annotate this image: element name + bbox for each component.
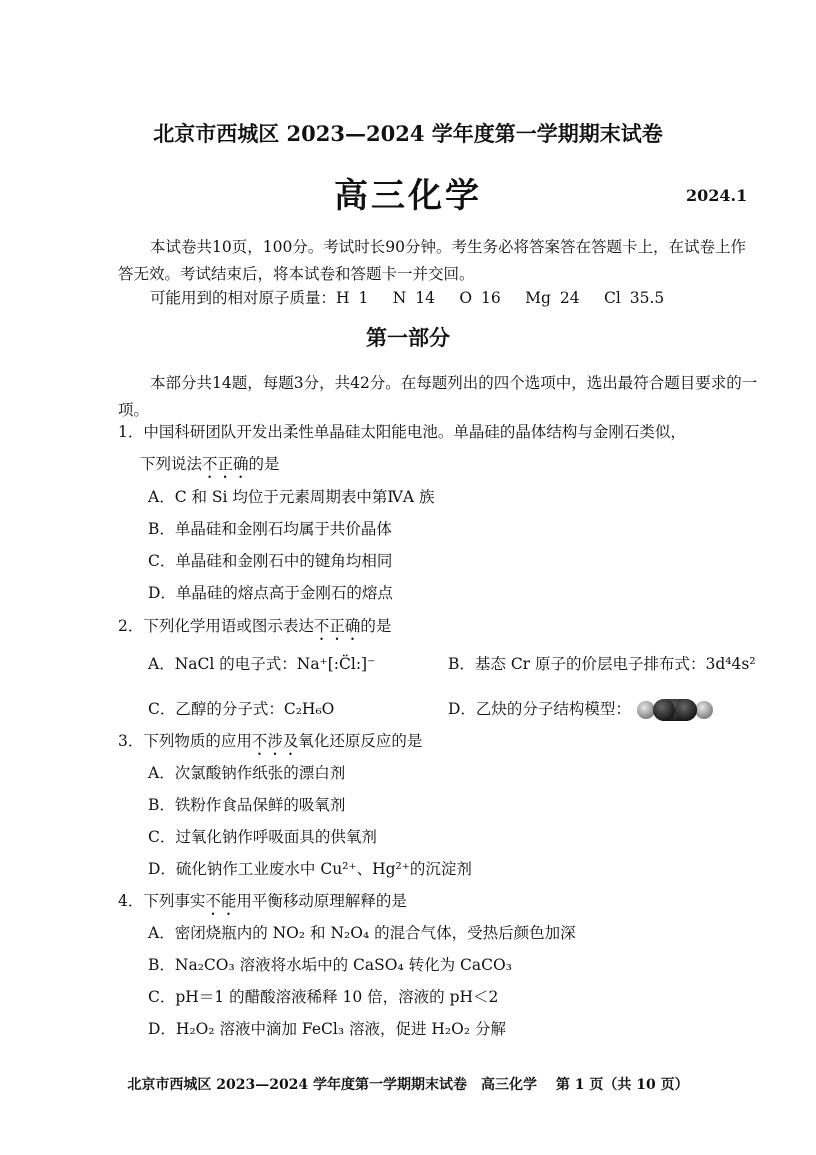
page-footer: 北京市西城区 2023—2024 学年度第一学期期末试卷 高三化学 第 1 页（共 10 页）	[127, 1077, 689, 1093]
stem-text: 3．下列物质的应用	[118, 732, 252, 750]
emphasis-text: 不涉及	[251, 732, 299, 750]
question-3-stem	[118, 729, 422, 759]
question-1-stem-line2	[140, 452, 280, 482]
question-4-option-a: A．密闭烧瓶内的 NO₂ 和 N₂O₄ 的混合气体，受热后颜色加深	[148, 924, 576, 942]
stem-text: 的是	[248, 455, 280, 473]
question-3-option-c: C．过氧化钠作呼吸面具的供氧剂	[148, 828, 377, 846]
acetylene-model-icon	[636, 697, 714, 723]
exam-date: 2024.1	[686, 186, 748, 205]
stem-text: 2．下列化学用语或图示表达	[118, 617, 314, 635]
question-4-stem	[118, 889, 407, 919]
stem-text: 用平衡移动原理解释的是	[236, 892, 407, 910]
question-4-option-c: C．pH＝1 的醋酸溶液稀释 10 倍，溶液的 pH＜2	[148, 988, 499, 1006]
question-1-option-c: C．单晶硅和金刚石中的键角均相同	[148, 552, 393, 570]
question-2-option-b: B．基态 Cr 原子的价层电子排布式：3d⁴4s²	[448, 655, 756, 673]
stem-text: 的是	[360, 617, 392, 635]
question-2-option-a	[148, 652, 375, 674]
question-3-option-a: A．次氯酸钠作纸张的漂白剂	[148, 764, 346, 782]
question-4-option-b: B．Na₂CO₃ 溶液将水垢中的 CaSO₄ 转化为 CaCO₃	[148, 956, 512, 974]
question-3-option-d: D．硫化钠作工业废水中 Cu²⁺、Hg²⁺的沉淀剂	[148, 860, 472, 878]
section-title: 第一部分	[366, 325, 450, 350]
stem-text: 氧化还原反应的是	[298, 732, 423, 750]
exam-instructions: 本试卷共10页，100分。考试时长90分钟。考生务必将答案答在答题卡上，在试卷上作答无效。考试结束后，将本试卷和答题卡一并交回。	[118, 238, 747, 283]
stem-text: 4．下列事实	[118, 892, 206, 910]
emphasis-text: 不正确	[313, 617, 361, 635]
option-label: D．乙炔的分子结构模型：	[448, 700, 631, 718]
exam-title: 北京市西城区 2023—2024 学年度第一学期期末试卷	[153, 121, 663, 146]
stem-text: 下列说法	[140, 455, 203, 473]
question-2-option-d	[448, 697, 714, 723]
question-2-stem	[118, 614, 391, 644]
question-2-option-c: C．乙醇的分子式：C₂H₆O	[148, 700, 335, 718]
atomic-masses: 可能用到的相对原子质量：H 1 N 14 O 16 Mg 24 Cl 35.5	[150, 289, 665, 307]
question-1-option-d: D．单晶硅的熔点高于金刚石的熔点	[148, 584, 393, 602]
question-1-option-b: B．单晶硅和金刚石均属于共价晶体	[148, 520, 392, 538]
nacl-electron-formula: Na⁺[:C̈l:]⁻	[296, 655, 376, 673]
question-4-option-d: D．H₂O₂ 溶液中滴加 FeCl₃ 溶液，促进 H₂O₂ 分解	[148, 1020, 506, 1038]
section-instructions: 本部分共14题，每题3分，共42分。在每题列出的四个选项中，选出最符合题目要求的一项。	[118, 374, 758, 419]
emphasis-text: 不正确	[202, 455, 249, 473]
emphasis-text: 不能	[205, 892, 237, 910]
subject-title: 高三化学	[334, 176, 482, 216]
option-label: A．NaCl 的电子式：	[148, 655, 297, 673]
question-3-option-b: B．铁粉作食品保鲜的吸氧剂	[148, 796, 346, 814]
question-1-option-a: A．C 和 Si 均位于元素周期表中第ⅣA 族	[148, 488, 435, 506]
question-1-stem-line1: 1．中国科研团队开发出柔性单晶硅太阳能电池。单晶硅的晶体结构与金刚石类似，	[118, 423, 686, 441]
